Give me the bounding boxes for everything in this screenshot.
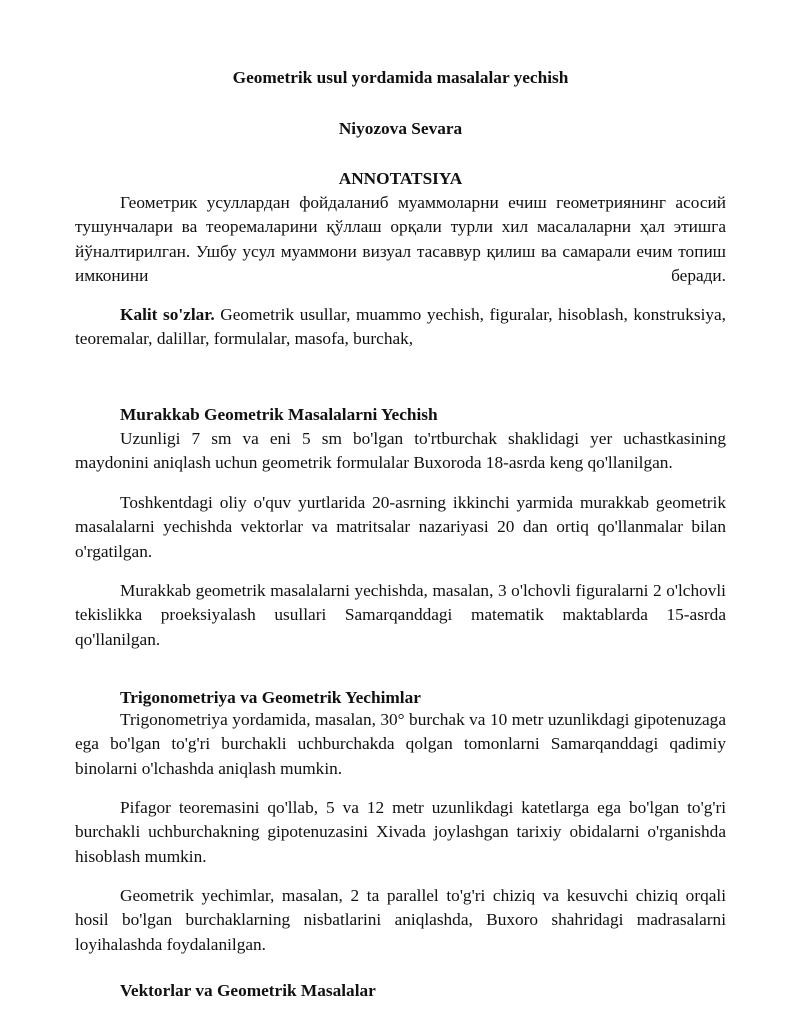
section-paragraph (75, 884, 726, 957)
section-heading: Trigonometriya va Geometrik Yechimlar (120, 688, 421, 707)
keywords-paragraph (75, 303, 726, 352)
paragraph-text: Pifagor teoremasini qo'llab, 5 va 12 metr uzunlikdagi katetlarga ega bo'lgan to'g'ri burchakli uchburchakning gipotenuzasini Xivada joylashgan tarixiy obidalarni o'rganishda hisoblash mumkin. (75, 798, 726, 866)
author-name: Niyozova Sevara (338, 119, 463, 138)
section-paragraph (75, 708, 726, 781)
paragraph-text: Trigonometriya yordamida, masalan, 30° burchak va 10 metr uzunlikdagi gipotenuzaga ega bo'lgan to'g'ri burchakli uchburchakda qolgan tomonlarni Samarqanddagi qadimiy binolarni o'lchashda aniqlash mumkin. (75, 710, 726, 778)
section-heading: Vektorlar va Geometrik Masalalar (120, 981, 376, 1000)
annotation-block (75, 191, 726, 289)
paragraph-text: Uzunligi 7 sm va eni 5 sm bo'lgan to'rtburchak shaklidagi yer uchastkasining maydonini aniqlash uchun geometrik formulalar Buxoroda 18-asrda keng qo'llanilgan. (75, 429, 726, 473)
section-paragraph (75, 579, 726, 652)
paragraph-text: Murakkab geometrik masalalarni yechishda, masalan, 3 o'lchovli figuralarni 2 o'lchovli tekislikka proeksiyalash usullari Samarqanddagi matematik maktablarda 15-asrda qo'llanilgan. (75, 581, 726, 649)
section-paragraph (75, 427, 726, 476)
annotation-heading: ANNOTATSIYA (338, 169, 463, 188)
section-paragraph (75, 491, 726, 564)
keywords-label: Kalit so'zlar. (120, 305, 215, 324)
annotation-text: Геометрик усуллардан фойдаланиб муаммоларни ечиш геометриянинг асосий тушунчалари ва теоремаларини қўллаш орқали турли хил масалаларни ҳал этишга йўналтирилган. Ушбу усул муаммони визуал тасаввур қилиш ва самарали ечим топиш имконини беради. (75, 193, 726, 286)
paragraph-text: Toshkentdagi oliy o'quv yurtlarida 20-asrning ikkinchi yarmida murakkab geometrik masalalarni yechishda vektorlar va matritsalar nazariyasi 20 dan ortiq qo'llanmalar bilan o'rgatilgan. (75, 493, 726, 561)
keywords-block (75, 303, 726, 352)
paragraph-text: Geometrik yechimlar, masalan, 2 ta parallel to'g'ri chiziq va kesuvchi chiziq orqali hosil bo'lgan burchaklarning nisbatlarini aniqlashda, Buxoro shahridagi madrasalarni loyihalashda foydalanilgan. (75, 886, 726, 954)
keywords-text: Geometrik usullar, muammo yechish, figuralar, hisoblash, konstruksiya, teoremalar, dalillar, formulalar, masofa, burchak, (75, 305, 726, 349)
section-heading: Murakkab Geometrik Masalalarni Yechish (120, 405, 438, 424)
section-paragraph (75, 796, 726, 869)
document-title: Geometrik usul yordamida masalalar yechish (232, 68, 569, 87)
